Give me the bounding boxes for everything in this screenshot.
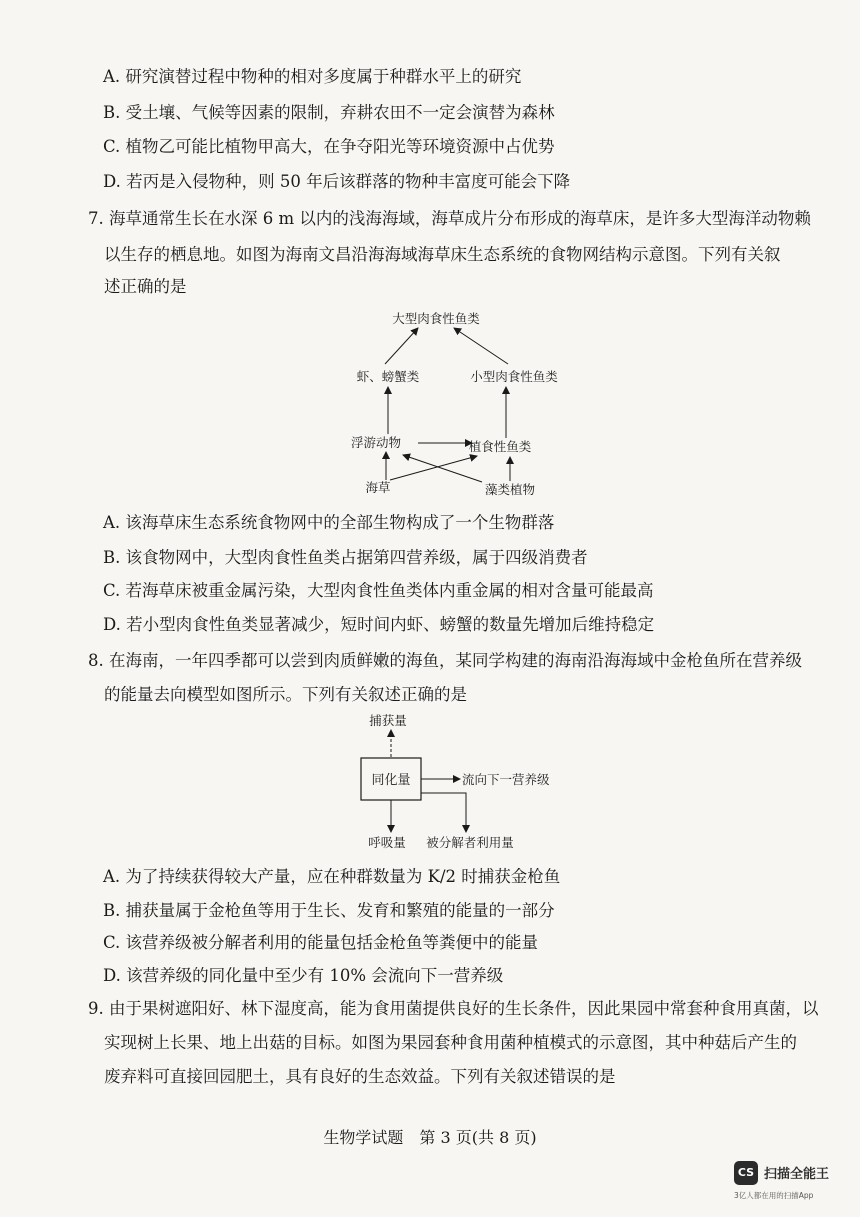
q7-food-web-diagram [330,300,580,505]
scanner-watermark [734,1159,844,1207]
node-shrimp-crab: 虾、螃蟹类 [356,369,420,384]
q7-stem-line-2: 以生存的栖息地。如图为海南文昌沿海海域海草床生态系统的食物网结构示意图。下列有关叙 [104,245,781,264]
node-respiration: 呼吸量 [368,835,406,850]
q6-option-b: B. 受土壤、气候等因素的限制，弃耕农田不一定会演替为森林 [103,103,555,122]
node-big-carnivorous-fish: 大型肉食性鱼类 [392,311,480,326]
node-next-level: 流向下一营养级 [462,772,550,787]
q7-stem-line-1: 7. 海草通常生长在水深 6 m 以内的浅海海域，海草成片分布形成的海草床，是许多大型海洋动物赖 [88,209,811,228]
q8-option-a: A. 为了持续获得较大产量，应在种群数量为 K/2 时捕获金枪鱼 [103,867,561,886]
q7-option-d: D. 若小型肉食性鱼类显著减少，短时间内虾、螃蟹的数量先增加后维持稳定 [103,615,655,634]
node-assimilation: 同化量 [371,773,411,788]
q9-stem-line-3: 废弃料可直接回园肥土，具有良好的生态效益。下列有关叙述错误的是 [104,1067,616,1086]
q6-option-c: C. 植物乙可能比植物甲高大，在争夺阳光等环境资源中占优势 [103,137,555,156]
q8-option-c: C. 该营养级被分解者利用的能量包括金枪鱼等粪便中的能量 [103,933,539,952]
q8-option-b: B. 捕获量属于金枪鱼等用于生长、发育和繁殖的能量的一部分 [103,901,555,920]
watermark-tagline: 3亿人都在用的扫描App [734,1191,814,1200]
q7-stem-line-3: 述正确的是 [104,277,187,296]
node-decomposer-use: 被分解者利用量 [426,835,514,850]
node-algae: 藻类植物 [484,482,536,497]
node-small-carnivorous-fish: 小型肉食性鱼类 [470,369,558,384]
page-footer: 生物学试题 第 3 页(共 8 页) [323,1128,537,1147]
node-seagrass: 海草 [365,480,391,495]
q7-option-b: B. 该食物网中，大型肉食性鱼类占据第四营养级，属于四级消费者 [103,548,588,567]
q7-option-a: A. 该海草床生态系统食物网中的全部生物构成了一个生物群落 [103,513,555,532]
q6-option-d: D. 若丙是入侵物种，则 50 年后该群落的物种丰富度可能会下降 [103,172,571,191]
q9-stem-line-2: 实现树上长果、地上出菇的目标。如图为果园套种食用菌种植模式的示意图，其中种菇后产生的 [104,1033,797,1052]
q8-stem-line-1: 8. 在海南，一年四季都可以尝到肉质鲜嫩的海鱼，某同学构建的海南沿海海域中金枪鱼所在营养级 [88,651,802,670]
camscanner-logo-icon: CS [734,1161,758,1185]
node-zooplankton: 浮游动物 [350,435,402,450]
node-catch-amount: 捕获量 [369,713,407,728]
q6-option-a: A. 研究演替过程中物种的相对多度属于种群水平上的研究 [103,67,522,86]
watermark-app-name: 扫描全能王 [764,1167,830,1182]
food-web-arrows [385,328,510,482]
q8-energy-flow-diagram [350,708,570,858]
q9-stem-line-1: 9. 由于果树遮阳好、林下湿度高，能为食用菌提供良好的生长条件，因此果园中常套种食用真菌，以 [88,999,819,1018]
q7-option-c: C. 若海草床被重金属污染，大型肉食性鱼类体内重金属的相对含量可能最高 [103,581,654,600]
q8-option-d: D. 该营养级的同化量中至少有 10% 会流向下一营养级 [103,966,504,985]
node-herbivorous-fish: 植食性鱼类 [468,439,532,454]
q8-stem-line-2: 的能量去向模型如图所示。下列有关叙述正确的是 [104,685,467,704]
